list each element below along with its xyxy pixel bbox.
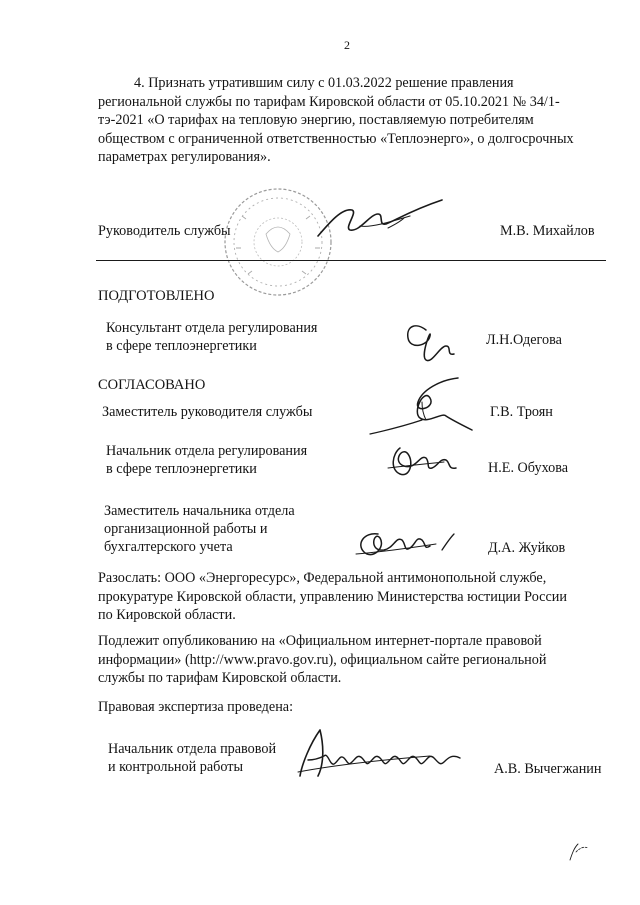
prepared-position-line: Консультант отдела регулирования	[106, 320, 318, 336]
agreed-person-3-name: Д.А. Жуйков	[488, 540, 566, 556]
agreed-position-line: бухгалтерского учета	[104, 539, 233, 555]
agreed-person-2-position	[106, 442, 307, 478]
prepared-position-line: в сфере теплоэнергетики	[106, 338, 257, 354]
distribution-paragraph	[98, 569, 602, 625]
legal-review-position-line: Начальник отдела правовой	[108, 741, 277, 757]
agreed-position-line: в сфере теплоэнергетики	[106, 461, 257, 477]
distribution-line: Разослать: ООО «Энергоресурс», Федеральной антимонопольной службе,	[98, 570, 547, 586]
prepared-name: Л.Н.Одегова	[486, 332, 562, 348]
publication-paragraph	[98, 632, 602, 688]
item-4-paragraph	[98, 74, 602, 167]
distribution-line: прокуратуре Кировской области, управлению Министерства юстиции России	[98, 588, 567, 605]
item-4-line: тэ-2021 «О тарифах на тепловую энергию, поставляемую потребителям	[98, 112, 534, 129]
prepared-signature	[396, 316, 466, 368]
publication-line: Подлежит опубликованию на «Официальном интернет-портале правовой	[98, 633, 542, 649]
agreed-position-line: Начальник отдела регулирования	[106, 443, 308, 459]
head-name: М.В. Михайлов	[500, 223, 595, 239]
head-position: Руководитель службы	[98, 223, 231, 239]
agreed-position-line: Заместитель руководителя службы	[102, 404, 313, 420]
prepared-heading: ПОДГОТОВЛЕНО	[98, 288, 215, 304]
item-4-line: обществом с ограниченной ответственностью «Теплоэнерго», о долгосрочных	[98, 130, 574, 147]
agreed-person-1-name: Г.В. Троян	[490, 404, 553, 420]
legal-review-text: Правовая экспертиза проведена:	[98, 699, 294, 715]
agreed-person-1-position	[102, 403, 312, 421]
item-4-line: параметрах регулирования».	[98, 149, 271, 166]
publication-line: информации» (http://www.pravo.gov.ru), официальном сайте региональной	[98, 651, 547, 668]
head-signature	[300, 192, 460, 252]
item-4-line: 4. Признать утратившим силу с 01.03.2022 решение правления	[134, 75, 514, 91]
agreed-person-2-signature	[384, 440, 464, 482]
item-4-line: региональной службы по тарифам Кировской области от 05.10.2021 № 34/1-	[98, 93, 560, 110]
agreed-person-3-signature	[350, 522, 470, 562]
publication-line: службы по тарифам Кировской области.	[98, 670, 342, 687]
agreed-position-line: Заместитель начальника отдела	[104, 503, 295, 519]
legal-review-name: А.В. Вычегжанин	[494, 761, 602, 777]
agreed-position-line: организационной работы и	[104, 521, 268, 537]
legal-review-position-line: и контрольной работы	[108, 759, 243, 775]
margin-mark	[566, 840, 596, 864]
agreed-person-2-name: Н.Е. Обухова	[488, 460, 569, 476]
distribution-line: по Кировской области.	[98, 607, 236, 624]
agreed-heading: СОГЛАСОВАНО	[98, 377, 206, 393]
page-number: 2	[344, 38, 350, 52]
legal-review-signature	[290, 724, 474, 784]
separator-line	[96, 260, 606, 261]
prepared-position	[106, 319, 317, 355]
agreed-person-3-position	[104, 502, 295, 556]
agreed-person-1-signature	[360, 372, 480, 442]
legal-review-position	[108, 740, 276, 776]
